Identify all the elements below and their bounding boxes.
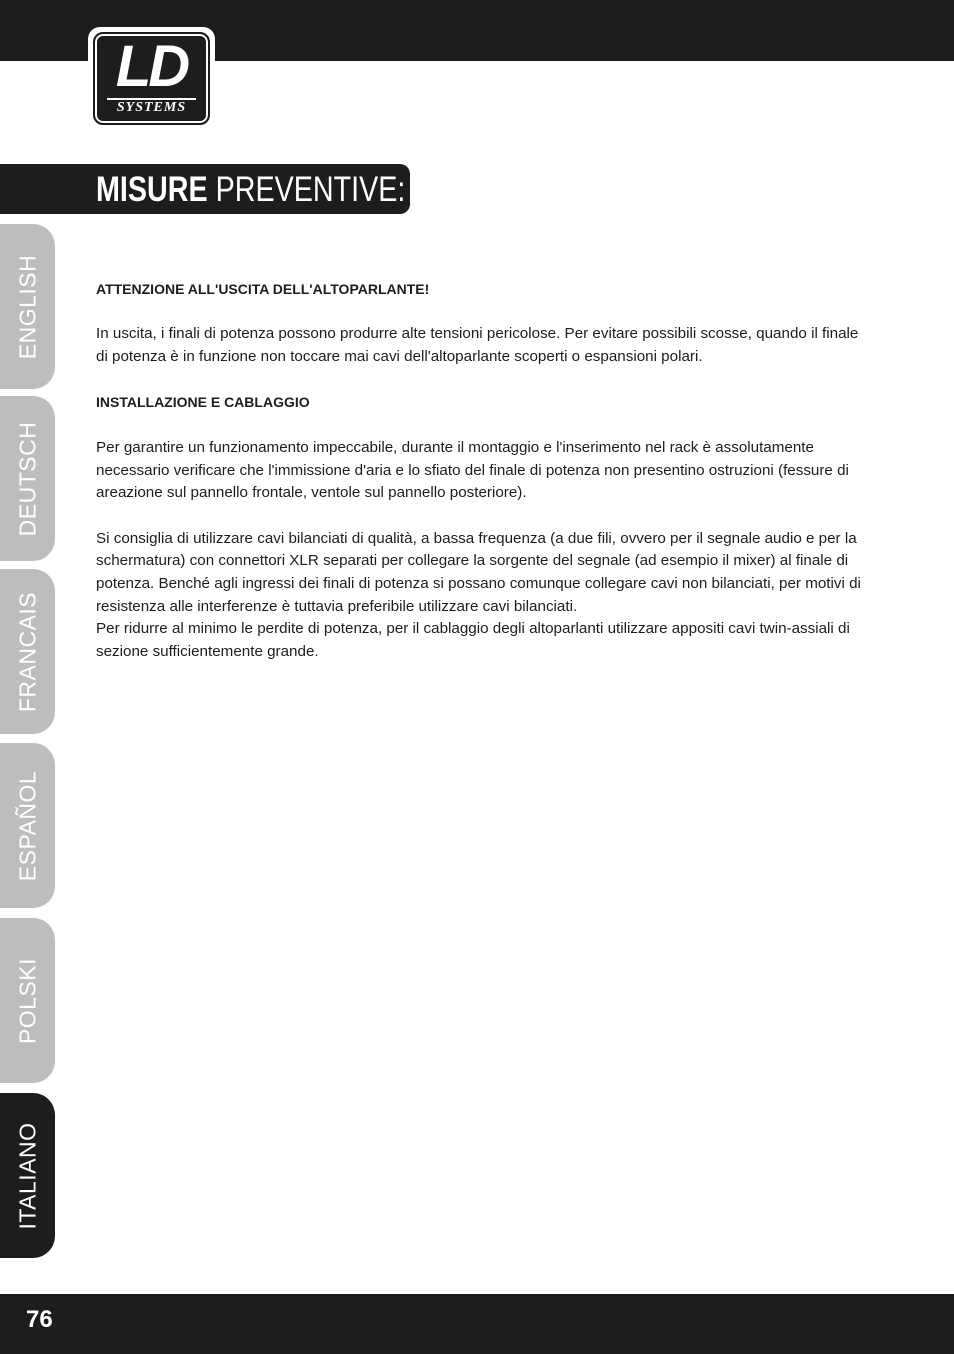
section-heading-speaker-output: ATTENZIONE ALL'USCITA DELL'ALTOPARLANTE!: [96, 281, 430, 297]
tab-francais[interactable]: [0, 569, 55, 734]
page-title: [96, 171, 405, 209]
page-number: 76: [26, 1306, 53, 1333]
paragraph-cables: Si consiglia di utilizzare cavi bilanciati di qualità, a bassa frequenza (a due fili, ovvero per il segnale audio e per la schermatura) con connettori XLR separati per collegare la sorgente del segnale (ad esempio il mixer) al finale di potenza. Benché agli ingressi dei finali di potenza si possano comunque collegare cavi non bilanciati, per motivi di resistenza alle interferenze è tuttavia preferibile utilizzare cavi bilanciati.: [96, 529, 861, 615]
logo-mark: LD: [115, 34, 188, 99]
paragraph-speaker-output: In uscita, i finali di potenza possono produrre alte tensioni pericolose. Per evitare possibili scosse, quando il finale di potenza è in funzione non toccare mai cavi dell'altoparlante scoperti o espansioni polari.: [96, 325, 859, 366]
title-light-part: PREVENTIVE:: [215, 170, 406, 209]
brand-logo: [88, 27, 215, 128]
tab-english[interactable]: [0, 224, 55, 389]
tab-label: ESPAÑOL: [14, 770, 40, 881]
tab-polski[interactable]: [0, 918, 55, 1083]
title-bold-part: MISURE: [96, 170, 208, 209]
tab-espanol[interactable]: [0, 743, 55, 908]
section-heading-installation: INSTALLAZIONE E CABLAGGIO: [96, 394, 310, 411]
section-title-band: [0, 164, 410, 214]
logo-subtitle: SYSTEMS: [107, 98, 196, 117]
body-content: [96, 278, 864, 664]
tab-label: POLSKI: [14, 957, 40, 1044]
paragraph-speaker-wiring: Per ridurre al minimo le perdite di potenza, per il cablaggio degli altoparlanti utilizzare appositi cavi twin-assiali di sezione sufficientemente grande.: [96, 620, 850, 661]
tab-label: DEUTSCH: [14, 421, 40, 536]
footer-bar: [0, 1294, 954, 1354]
paragraph-installation: Per garantire un funzionamento impeccabile, durante il montaggio e l'inserimento nel rack è assolutamente necessario verificare che l'immissione d'aria e lo sfiato del finale di potenza non presentino ostruzioni (fessure di areazione sul pannello frontale, ventole sul pannello posteriore).: [96, 438, 849, 502]
tab-label: FRANCAIS: [14, 591, 40, 712]
tab-label: ITALIANO: [14, 1121, 40, 1230]
tab-italiano[interactable]: [0, 1093, 55, 1258]
tab-deutsch[interactable]: [0, 396, 55, 561]
tab-label: ENGLISH: [14, 254, 40, 359]
